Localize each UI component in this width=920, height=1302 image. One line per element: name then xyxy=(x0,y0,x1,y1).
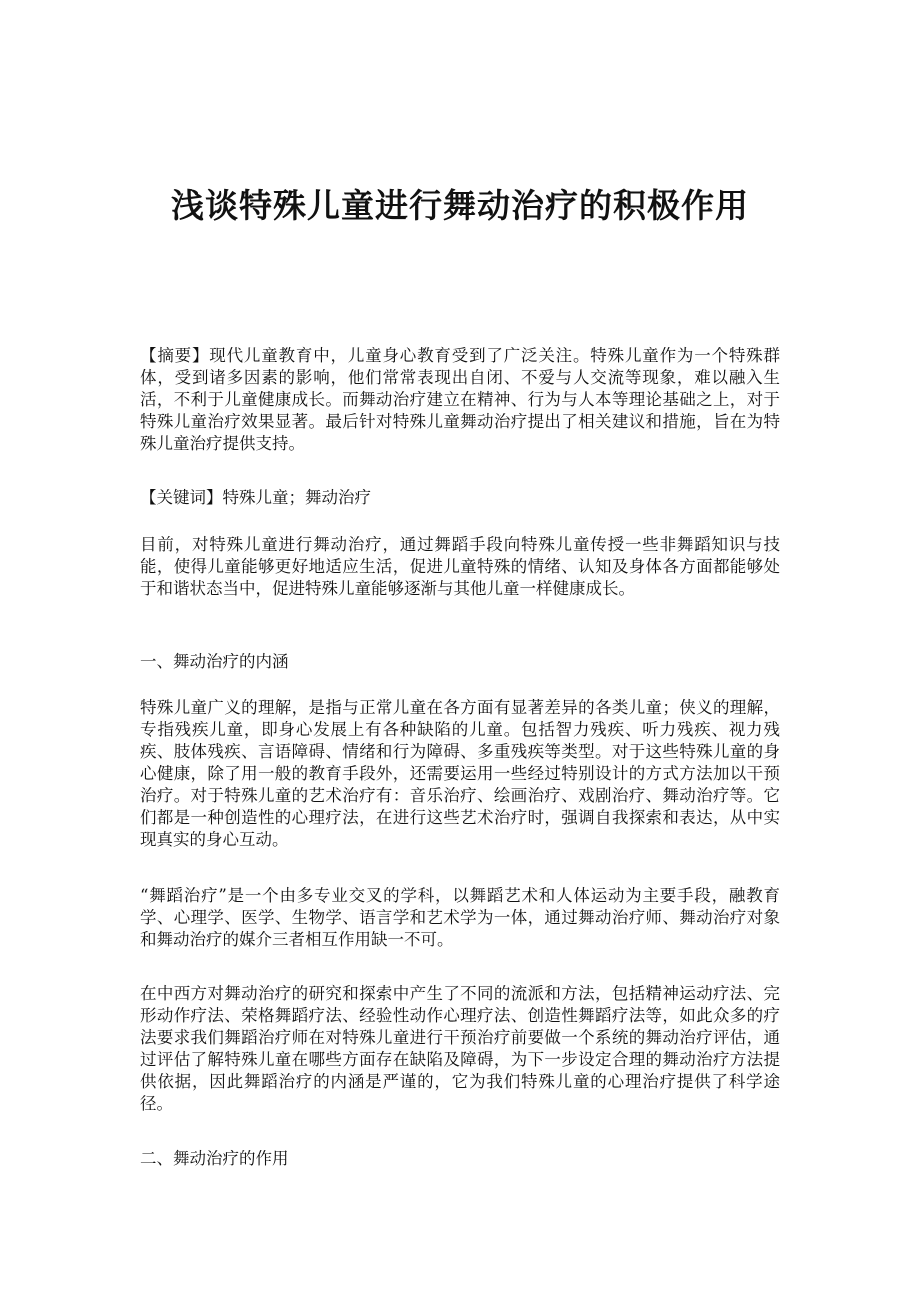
section-1-paragraph-2: “舞蹈治疗”是一个由多专业交叉的学科，以舞蹈艺术和人体运动为主要手段，融教育学、心理学、医学、生物学、语言学和艺术学为一体，通过舞动治疗师、舞动治疗对象和舞动治疗的媒介三者相互作用缺一不可。 xyxy=(140,886,780,949)
keywords-line: 【关键词】特殊儿童；舞动治疗 xyxy=(140,488,371,507)
document-title: 浅谈特殊儿童进行舞动治疗的积极作用 xyxy=(171,186,749,225)
section-1-paragraph-1: 特殊儿童广义的理解，是指与正常儿童在各方面有显著差异的各类儿童；侠义的理解，专指残疾儿童，即身心发展上有各种缺陷的儿童。包括智力残疾、听力残疾、视力残疾、肢体残疾、言语障碍、情绪和行为障碍、多重残疾等类型。对于这些特殊儿童的身心健康，除了用一般的教育手段外，还需要运用一些经过特别设计的方式方法加以干预治疗。对于特殊儿童的艺术治疗有：音乐治疗、绘画治疗、戏剧治疗、舞动治疗等。它们都是一种创造性的心理疗法，在进行这些艺术治疗时，强调自我探索和表达，从中实现真实的身心互动。 xyxy=(140,698,780,849)
section-1-paragraph-3: 在中西方对舞动治疗的研究和探索中产生了不同的流派和方法，包括精神运动疗法、完形动作疗法、荣格舞蹈疗法、经验性动作心理疗法、创造性舞蹈疗法等，如此众多的疗法要求我们舞蹈治疗师在对特殊儿童进行干预治疗前要做一个系统的舞动治疗评估，通过评估了解特殊儿童在哪些方面存在缺陷及障碍，为下一步设定合理的舞动治疗方法提供依据，因此舞蹈治疗的内涵是严谨的，它为我们特殊儿童的心理治疗提供了科学途径。 xyxy=(140,984,780,1113)
abstract-paragraph: 【摘要】现代儿童教育中，儿童身心教育受到了广泛关注。特殊儿童作为一个特殊群体，受到诸多因素的影响，他们常常表现出自闭、不爱与人交流等现象，难以融入生活，不利于儿童健康成长。而舞动治疗建立在精神、行为与人本等理论基础之上，对于特殊儿童治疗效果显著。最后针对特殊儿童舞动治疗提出了相关建议和措施，旨在为特殊儿童治疗提供支持。 xyxy=(140,346,780,453)
section-2-heading: 二、舞动治疗的作用 xyxy=(140,1149,289,1168)
intro-paragraph: 目前，对特殊儿童进行舞动治疗，通过舞蹈手段向特殊儿童传授一些非舞蹈知识与技能，使得儿童能够更好地适应生活，促进儿童特殊的情绪、认知及身体各方面都能够处于和谐状态当中，促进特殊儿童能够逐渐与其他儿童一样健康成长。 xyxy=(140,535,780,598)
section-1-heading: 一、舞动治疗的内涵 xyxy=(140,652,289,671)
